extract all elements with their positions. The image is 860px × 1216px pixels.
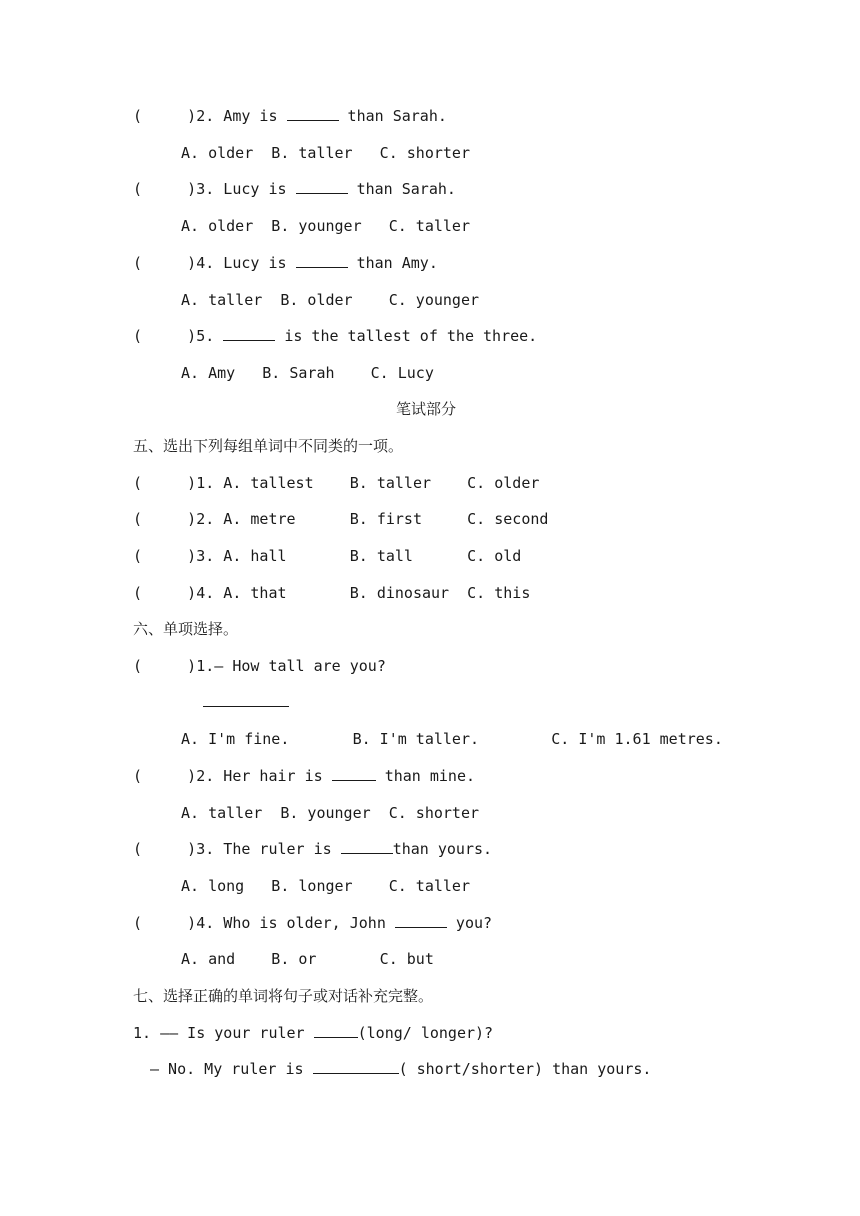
- written-section-heading: 笔试部分: [396, 400, 457, 418]
- question-text: than Sarah.: [347, 180, 456, 198]
- answer-blank[interactable]: [313, 1059, 399, 1074]
- answer-blank[interactable]: [287, 106, 339, 121]
- answer-blank[interactable]: [332, 766, 376, 781]
- section-6-question-1-answer: [203, 692, 289, 712]
- question-text: than yours.: [392, 840, 493, 858]
- question-4-options: A. taller B. older C. younger: [181, 291, 480, 309]
- section-6-question-2-options: A. taller B. younger C. shorter: [181, 804, 480, 822]
- section-5-title: 五、选出下列每组单词中不同类的一项。: [133, 437, 404, 455]
- section-6-question-1: ( )1.— How tall are you?: [133, 657, 386, 675]
- question-5-options: A. Amy B. Sarah C. Lucy: [181, 364, 434, 382]
- section-6-question-4-options: A. and B. or C. but: [181, 950, 434, 968]
- question-text: ( )4. Who is older, John: [133, 914, 395, 932]
- answer-blank[interactable]: [314, 1023, 358, 1038]
- question-text: — No. My ruler is: [150, 1060, 313, 1078]
- question-text: ( )2. Her hair is: [133, 767, 332, 785]
- section-6-question-3: [133, 839, 492, 859]
- question-text: is the tallest of the three.: [275, 327, 538, 345]
- section-6-question-4: [133, 913, 492, 933]
- answer-blank[interactable]: [395, 913, 447, 928]
- question-text: (long/ longer)?: [357, 1024, 494, 1042]
- answer-blank[interactable]: [296, 179, 348, 194]
- question-text: than mine.: [375, 767, 476, 785]
- answer-blank[interactable]: [341, 839, 393, 854]
- section-7-question-1-line-2: [150, 1059, 651, 1079]
- section-5-row: ( )3. A. hall B. tall C. old: [133, 547, 522, 565]
- section-6-title: 六、单项选择。: [133, 620, 239, 638]
- section-7-question-1-line-1: [133, 1023, 493, 1043]
- section-5-row: ( )1. A. tallest B. taller C. older: [133, 474, 540, 492]
- section-5-row: ( )2. A. metre B. first C. second: [133, 510, 549, 528]
- question-3-options: A. older B. younger C. taller: [181, 217, 470, 235]
- question-3: [133, 179, 456, 199]
- answer-blank[interactable]: [223, 326, 275, 341]
- question-text: ( )4. Lucy is: [133, 254, 296, 272]
- question-4: [133, 253, 438, 273]
- question-text: ( )5.: [133, 327, 224, 345]
- answer-blank[interactable]: [296, 253, 348, 268]
- question-5: [133, 326, 537, 346]
- question-text: 1. —— Is your ruler: [133, 1024, 314, 1042]
- section-5-row: ( )4. A. that B. dinosaur C. this: [133, 584, 531, 602]
- question-text: ( )3. Lucy is: [133, 180, 296, 198]
- question-text: ( short/shorter) than yours.: [398, 1060, 652, 1078]
- section-6-question-2: [133, 766, 475, 786]
- question-text: you?: [446, 914, 493, 932]
- question-2-options: A. older B. taller C. shorter: [181, 144, 470, 162]
- question-2: [133, 106, 447, 126]
- section-6-question-3-options: A. long B. longer C. taller: [181, 877, 470, 895]
- question-text: ( )2. Amy is: [133, 107, 287, 125]
- section-7-title: 七、选择正确的单词将句子或对话补充完整。: [133, 987, 434, 1005]
- section-6-question-1-options: A. I'm fine. B. I'm taller. C. I'm 1.61 metres.: [181, 730, 723, 748]
- question-text: than Sarah.: [338, 107, 447, 125]
- question-text: ( )3. The ruler is: [133, 840, 341, 858]
- answer-blank[interactable]: [203, 692, 289, 707]
- question-text: than Amy.: [347, 254, 438, 272]
